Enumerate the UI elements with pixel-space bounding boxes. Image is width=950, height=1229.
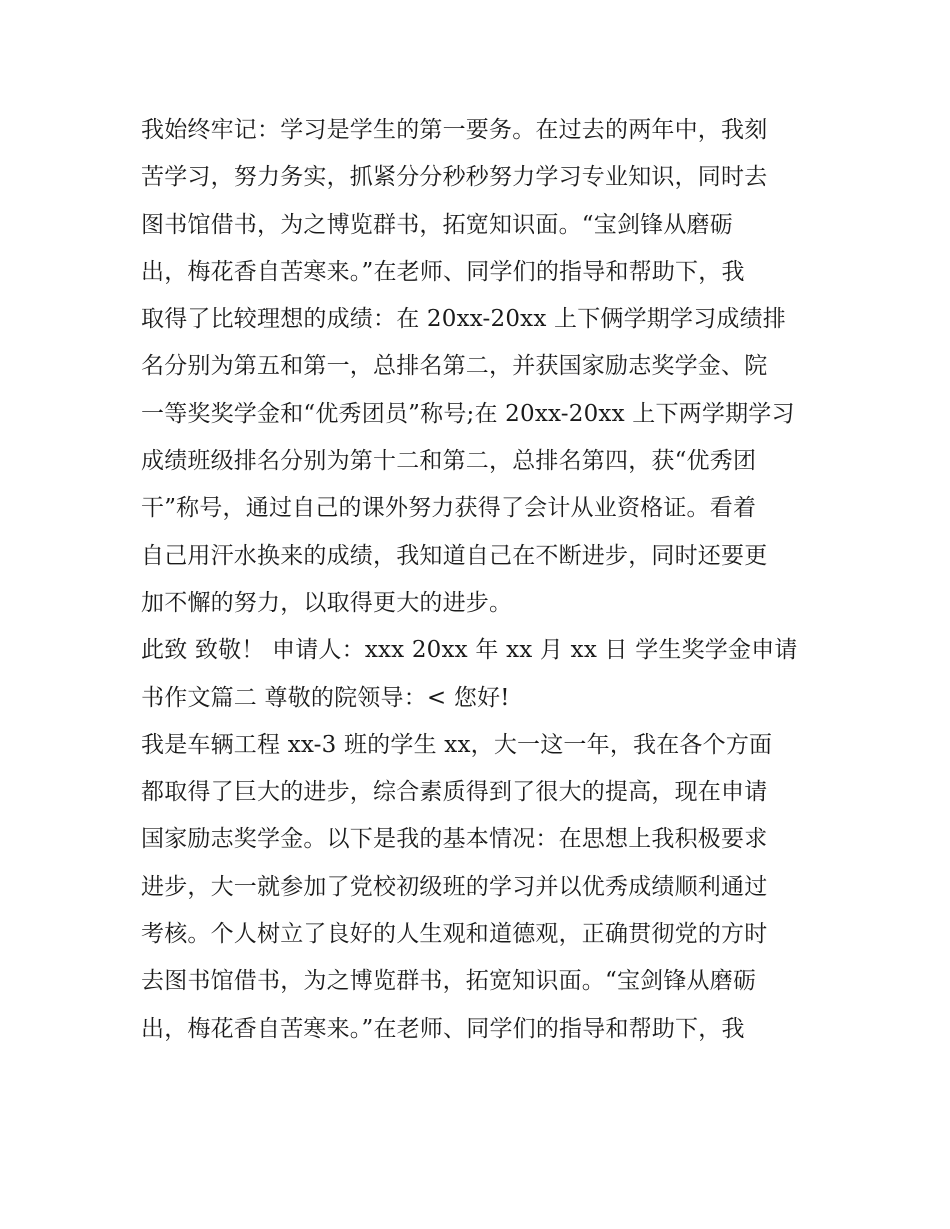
- text-line: 国家励志奖学金。以下是我的基本情况：在思想上我积极要求: [141, 826, 768, 853]
- text-line: 成绩班级排名分别为第十二和第二，总排名第四，获“优秀团: [141, 448, 757, 475]
- text-line: 考核。个人树立了良好的人生观和道德观，正确贯彻党的方时: [141, 921, 768, 948]
- body-text: [141, 107, 821, 1053]
- text-line: 干”称号，通过自己的课外努力获得了会计从业资格证。看着: [141, 495, 757, 522]
- text-line: 出，梅花香自苦寒来。”在老师、同学们的指导和帮助下，我: [141, 258, 745, 285]
- text-line: 去图书馆借书，为之博览群书，拓宽知识面。“宝剑锋从磨砺: [141, 968, 757, 995]
- text-line: 加不懈的努力，以取得更大的进步。: [141, 589, 513, 616]
- text-line: 都取得了巨大的进步，综合素质得到了很大的提高，现在申请: [141, 779, 768, 806]
- text-line: 名分别为第五和第一，总排名第二，并获国家励志奖学金、院: [141, 353, 768, 380]
- text-line: 自己用汗水换来的成绩，我知道自己在不断进步，同时还要更: [141, 542, 768, 569]
- text-line: 我是车辆工程 xx-3 班的学生 xx，大一这一年，我在各个方面: [141, 731, 773, 758]
- text-line: 我始终牢记：学习是学生的第一要务。在过去的两年中，我刻: [141, 117, 768, 143]
- text-line: 此致 致敬！ 申请人：xxx 20xx 年 xx 月 xx 日 学生奖学金申请: [141, 637, 798, 664]
- text-line: 出，梅花香自苦寒来。”在老师、同学们的指导和帮助下，我: [141, 1015, 745, 1042]
- text-line: 取得了比较理想的成绩：在 20xx-20xx 上下俩学期学习成绩排: [141, 306, 787, 333]
- text-line: 苦学习，努力务实，抓紧分分秒秒努力学习专业知识，同时去: [141, 164, 768, 191]
- text-line: 图书馆借书，为之博览群书，拓宽知识面。“宝剑锋从磨砺: [141, 211, 733, 238]
- text-line: 一等奖奖学金和“优秀团员”称号;在 20xx-20xx 上下两学期学习: [141, 400, 795, 427]
- text-line: 书作文篇二 尊敬的院领导：< 您好!: [141, 684, 510, 711]
- text-line: 进步，大一就参加了党校初级班的学习并以优秀成绩顺利通过: [141, 873, 768, 900]
